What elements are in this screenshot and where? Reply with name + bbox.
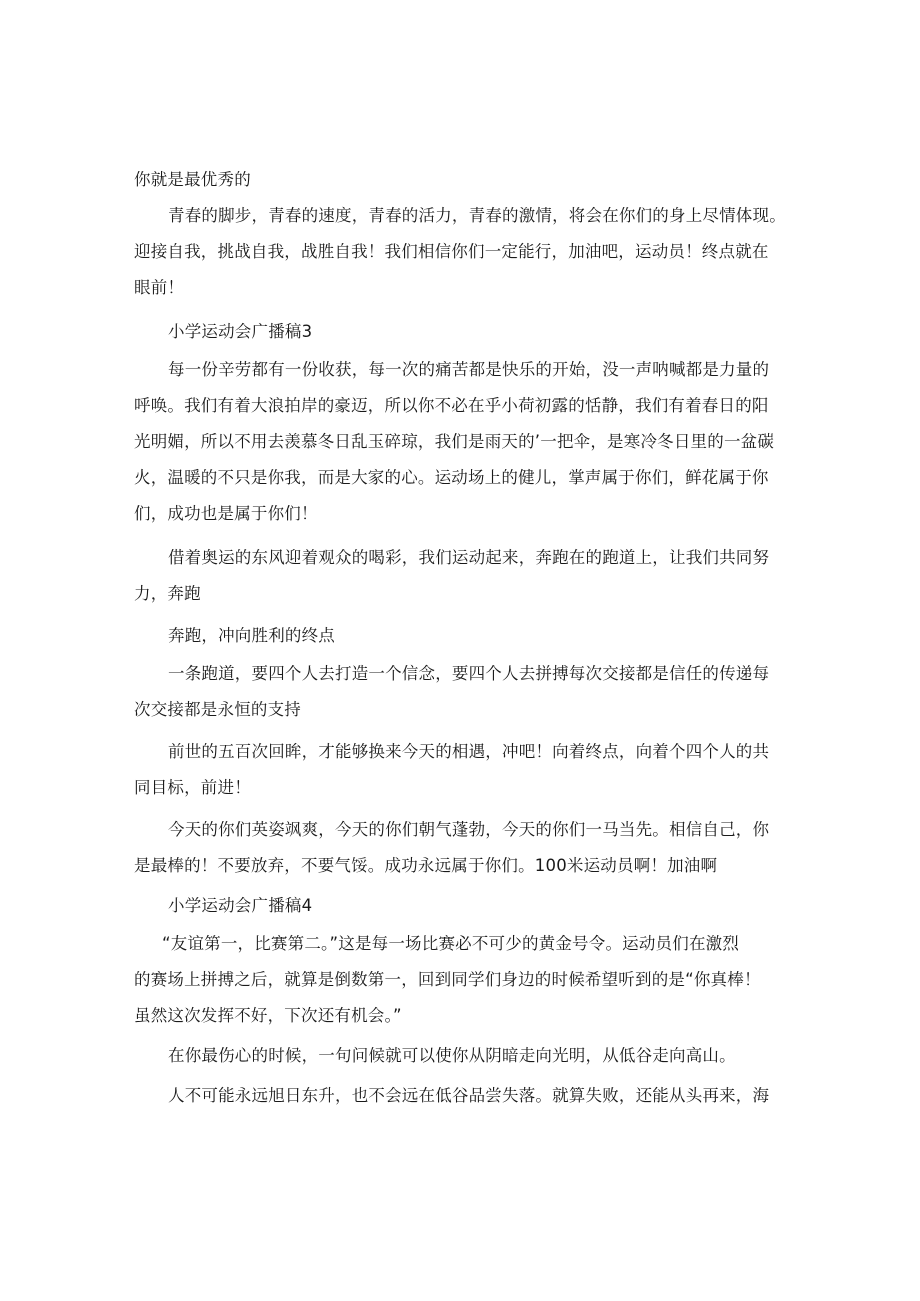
text-line: 火，温暖的不只是你我，而是大家的心。运动场上的健儿，掌声属于你们，鲜花属于你 (134, 468, 769, 487)
section-heading-3 (134, 314, 794, 350)
text-line: 次交接都是永恒的支持 (134, 700, 301, 719)
text-line: 每一份辛劳都有一份收获，每一次的痛苦都是快乐的开始，没一声呐喊都是力量的 (168, 360, 770, 379)
paragraph-olympics (134, 540, 794, 612)
text-line: 眼前！ (134, 278, 185, 297)
text-line: 奔跑，冲向胜利的终点 (168, 626, 335, 645)
text-line: 是最棒的！不要放弃，不要气馁。成功永远属于你们。100米运动员啊！加油啊 (134, 856, 718, 875)
text-line: 们，成功也是属于你们！ (134, 504, 318, 523)
paragraph-youth (134, 198, 794, 306)
paragraph-run (134, 618, 794, 654)
text-line: 力，奔跑 (134, 584, 201, 603)
text-line: 借着奥运的东风迎着观众的喝彩，我们运动起来，奔跑在的跑道上，让我们共同努 (168, 548, 770, 567)
paragraph-relay (134, 656, 794, 728)
paragraph-sunrise (134, 1078, 794, 1114)
text-line: “友谊第一，比赛第二。”这是每一场比赛必不可少的黄金号令。运动员们在激烈 (162, 934, 740, 953)
paragraph-encounter (134, 734, 794, 806)
text-line: 的赛场上拼搏之后，就算是倒数第一，回到同学们身边的时候希望听到的是“你真棒！ (134, 970, 761, 989)
text-line: 同目标，前进！ (134, 778, 251, 797)
paragraph-today (134, 812, 794, 884)
section-title: 小学运动会广播稿4 (168, 896, 313, 915)
text-line: 一条跑道，要四个人去打造一个信念，要四个人去拼搏每次交接都是信任的传递每 (168, 664, 770, 683)
text-line: 前世的五百次回眸，才能够换来今天的相遇，冲吧！向着终点，向着个四个人的共 (168, 742, 770, 761)
text-line: 今天的你们英姿飒爽，今天的你们朝气蓬勃，今天的你们一马当先。相信自己，你 (168, 820, 770, 839)
section-heading-4 (134, 888, 794, 924)
section-title: 小学运动会广播稿3 (168, 322, 313, 341)
paragraph-harvest (134, 352, 794, 532)
text-line: 光明媚，所以不用去羡慕冬日乱玉碎琼，我们是雨天的’一把伞，是寒冷冬日里的一盆碳 (134, 432, 775, 451)
text-line: 虽然这次发挥不好，下次还有机会。” (134, 1006, 402, 1025)
text-line: 迎接自我，挑战自我，战胜自我！我们相信你们一定能行，加油吧，运动员！终点就在 (134, 242, 769, 261)
paragraph-friendship (134, 926, 794, 1034)
text-line: 在你最伤心的时候，一句问候就可以使你从阴暗走向光明，从低谷走向高山。 (168, 1046, 736, 1065)
text-line: 人不可能永远旭日东升，也不会远在低谷品尝失落。就算失败，还能从头再来，海 (168, 1086, 770, 1105)
paragraph-greeting (134, 1038, 794, 1074)
text-line: 青春的脚步，青春的速度，青春的活力，青春的激情，将会在你们的身上尽情体现。 (168, 206, 786, 225)
paragraph-closing-line (134, 162, 794, 198)
text-line: 呼唤。我们有着大浪拍岸的豪迈，所以你不必在乎小荷初露的恬静，我们有着春日的阳 (134, 396, 769, 415)
text-line: 你就是最优秀的 (134, 170, 251, 189)
